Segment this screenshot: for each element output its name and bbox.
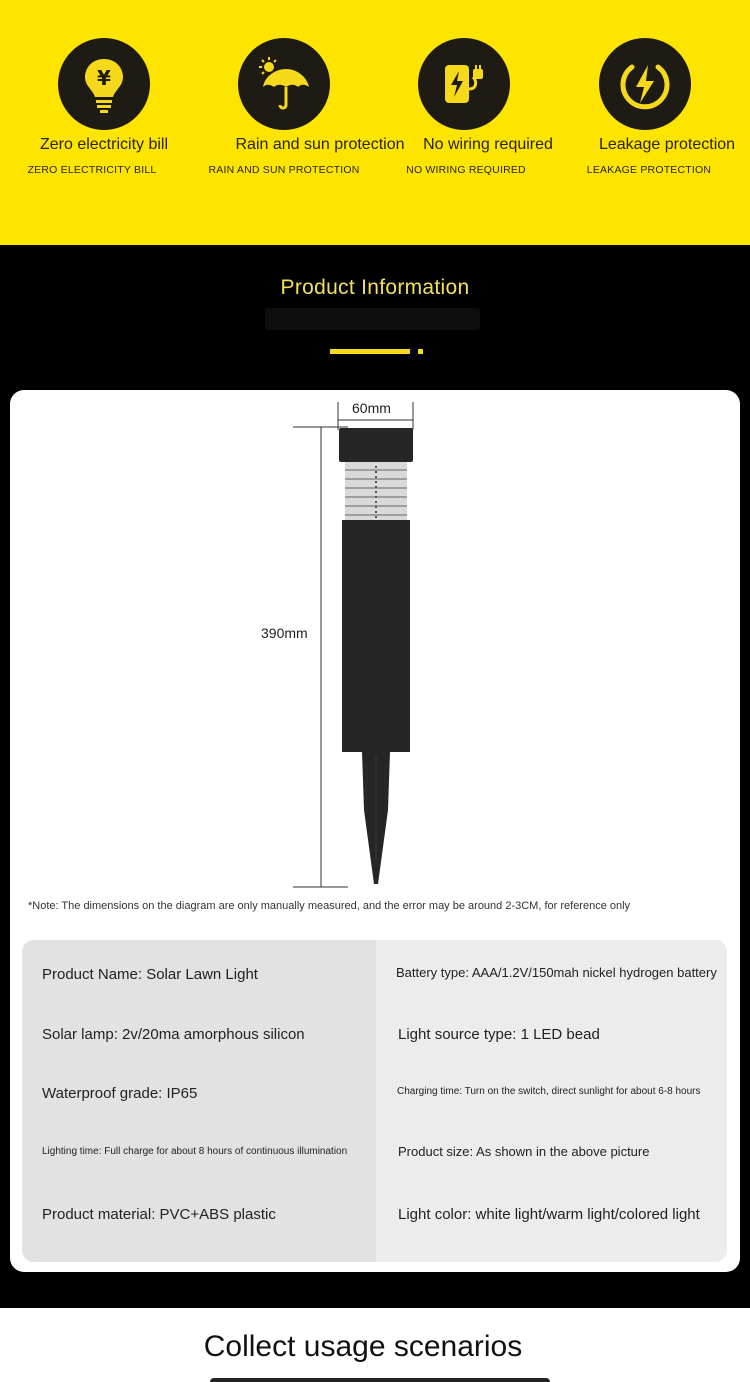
charger-plug-icon	[433, 53, 495, 115]
dimension-note: *Note: The dimensions on the diagram are only manually measured, and the error may be around 2-3CM, for reference only	[28, 900, 631, 912]
feature-icon-badge	[58, 38, 150, 130]
yen-bulb-icon	[73, 53, 135, 115]
spec-product-material: Product material: PVC+ABS plastic	[42, 1206, 276, 1223]
width-dimension-label: 60mm	[352, 400, 391, 416]
spec-solar-lamp: Solar lamp: 2v/20ma amorphous silicon	[42, 1026, 305, 1043]
feature-subtitle: LEAKAGE PROTECTION	[586, 164, 712, 176]
feature-icon-badge	[599, 38, 691, 130]
lightning-circle-icon	[614, 53, 676, 115]
spec-product-size: Product size: As shown in the above picture	[398, 1144, 650, 1159]
spec-lighting-time: Lighting time: Full charge for about 8 hours of continuous illumination	[42, 1146, 348, 1157]
feature-title: No wiring required	[423, 136, 553, 153]
spec-light-source: Light source type: 1 LED bead	[398, 1026, 600, 1043]
umbrella-sun-icon	[253, 53, 315, 115]
feature-title: Rain and sun protection	[235, 136, 405, 153]
feature-no-wiring	[374, 38, 554, 176]
feature-rain-sun	[194, 38, 405, 176]
svg-text:¥: ¥	[97, 66, 111, 90]
spec-table	[22, 940, 727, 1262]
usage-scenarios-title: Collect usage scenarios	[203, 1330, 523, 1363]
title-shadow-decoration	[265, 308, 480, 330]
section-title: Product Information	[280, 276, 470, 299]
feature-title: Zero electricity bill	[39, 136, 169, 153]
usage-scenarios-section	[0, 1308, 750, 1382]
feature-zero-electricity	[14, 38, 194, 176]
feature-subtitle: ZERO ELECTRICITY BILL	[27, 164, 157, 176]
lawn-light-illustration	[10, 390, 740, 900]
spec-product-name: Product Name: Solar Lawn Light	[42, 966, 258, 983]
features-band	[0, 0, 750, 245]
title-underline	[330, 349, 410, 354]
title-underline-dot	[418, 349, 423, 354]
feature-title: Leakage protection	[598, 136, 736, 153]
feature-subtitle: NO WIRING REQUIRED	[406, 164, 526, 176]
product-info-card	[10, 390, 740, 1272]
height-dimension-label: 390mm	[261, 625, 308, 641]
feature-icon-badge	[238, 38, 330, 130]
feature-icon-badge	[418, 38, 510, 130]
spec-light-color: Light color: white light/warm light/colored light	[398, 1206, 700, 1223]
spec-waterproof-grade: Waterproof grade: IP65	[42, 1085, 198, 1102]
feature-leakage	[555, 38, 736, 176]
spec-battery-type: Battery type: AAA/1.2V/150mah nickel hydrogen battery	[396, 965, 717, 980]
product-dimension-diagram	[10, 390, 740, 900]
subtitle-shadow-decoration	[210, 1378, 550, 1382]
spec-charging-time: Charging time: Turn on the switch, direct sunlight for about 6-8 hours	[397, 1086, 701, 1097]
feature-subtitle: RAIN AND SUN PROTECTION	[208, 164, 360, 176]
